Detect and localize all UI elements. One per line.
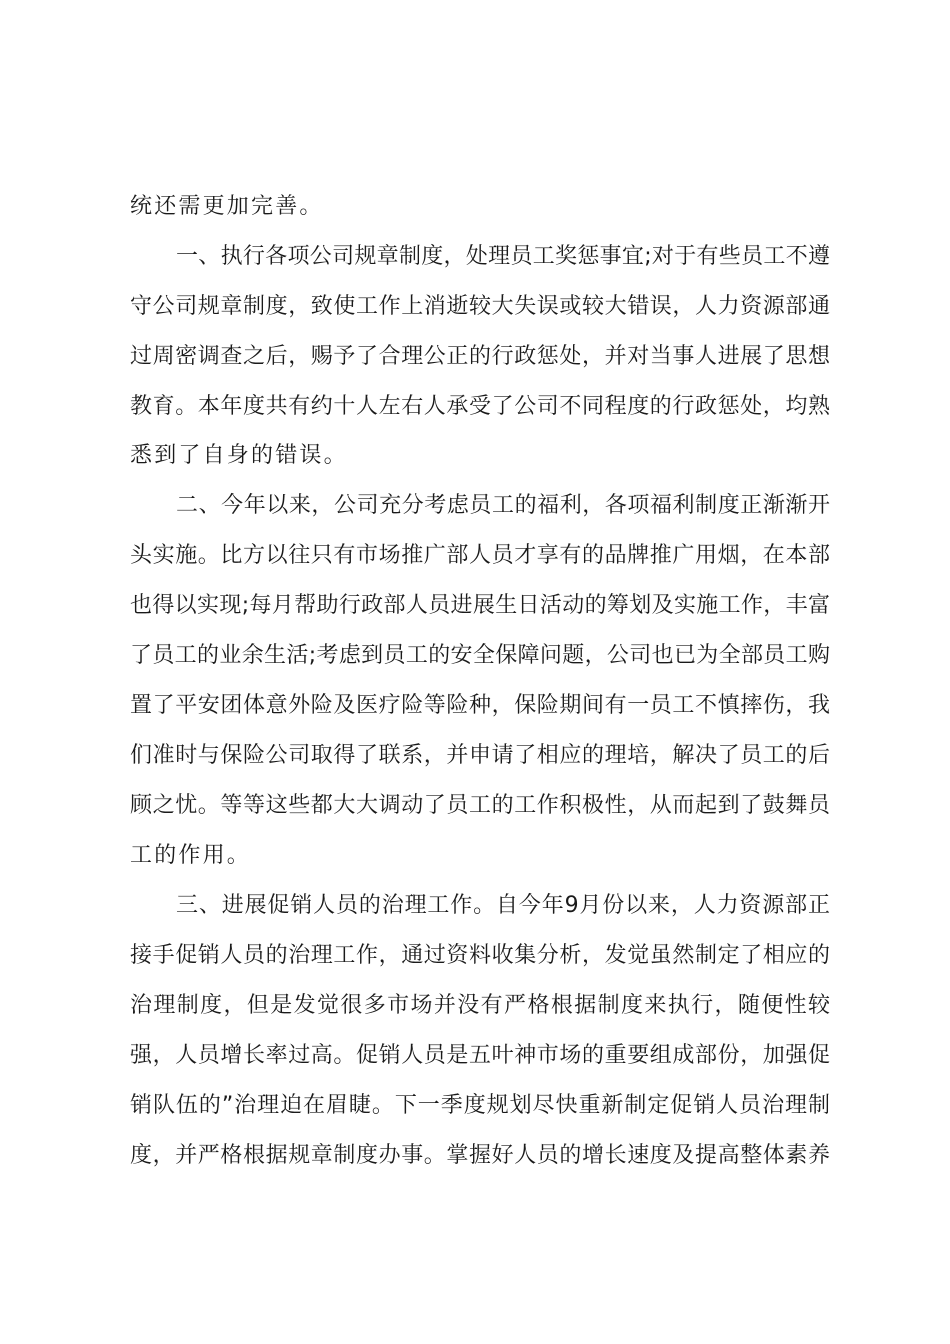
text-line: 过周密调查之后，赐予了合理公正的行政惩处，并对当事人进展了思想 (130, 344, 830, 369)
text-line: 工的作用。 (130, 843, 252, 868)
text-line: 治理制度，但是发觉很多市场并没有严格根据制度来执行，随便性较 (130, 993, 830, 1018)
text-line: 头实施。比方以往只有市场推广部人员才享有的品牌推广用烟，在本部 (130, 543, 830, 568)
text-line: 悉到了自身的错误。 (130, 443, 348, 468)
text-line: 顾之忧。等等这些都大大调动了员工的工作积极性，从而起到了鼓舞员 (130, 793, 830, 818)
text-line: 一、执行各项公司规章制度，处理员工奖惩事宜;对于有些员工不遵 (176, 244, 830, 269)
text-line: 销队伍的”治理迫在眉睫。下一季度规划尽快重新制定促销人员治理制 (130, 1093, 830, 1118)
text-line: 守公司规章制度，致使工作上消逝较大失误或较大错误，人力资源部通 (130, 294, 830, 319)
text-line: 统还需更加完善。 (130, 194, 324, 219)
text-line: 置了平安团体意外险及医疗险等险种，保险期间有一员工不慎摔伤，我 (130, 693, 830, 718)
text-line: 二、今年以来，公司充分考虑员工的福利，各项福利制度正渐渐开 (176, 493, 830, 518)
text-line: 也得以实现;每月帮助行政部人员进展生日活动的筹划及实施工作，丰富 (130, 593, 830, 618)
text-line: 强，人员增长率过高。促销人员是五叶神市场的重要组成部份，加强促 (130, 1043, 830, 1068)
text-line: 教育。本年度共有约十人左右人承受了公司不同程度的行政惩处，均熟 (130, 394, 830, 419)
text-line: 了员工的业余生活;考虑到员工的安全保障问题，公司也已为全部员工购 (130, 643, 830, 668)
text-line: 们准时与保险公司取得了联系，并申请了相应的理培，解决了员工的后 (130, 743, 830, 768)
text-line: 三、进展促销人员的治理工作。自今年9月份以来，人力资源部正 (176, 893, 830, 918)
text-line: 度，并严格根据规章制度办事。掌握好人员的增长速度及提高整体素养 (130, 1143, 830, 1168)
text-line: 接手促销人员的治理工作，通过资料收集分析，发觉虽然制定了相应的 (130, 943, 830, 968)
